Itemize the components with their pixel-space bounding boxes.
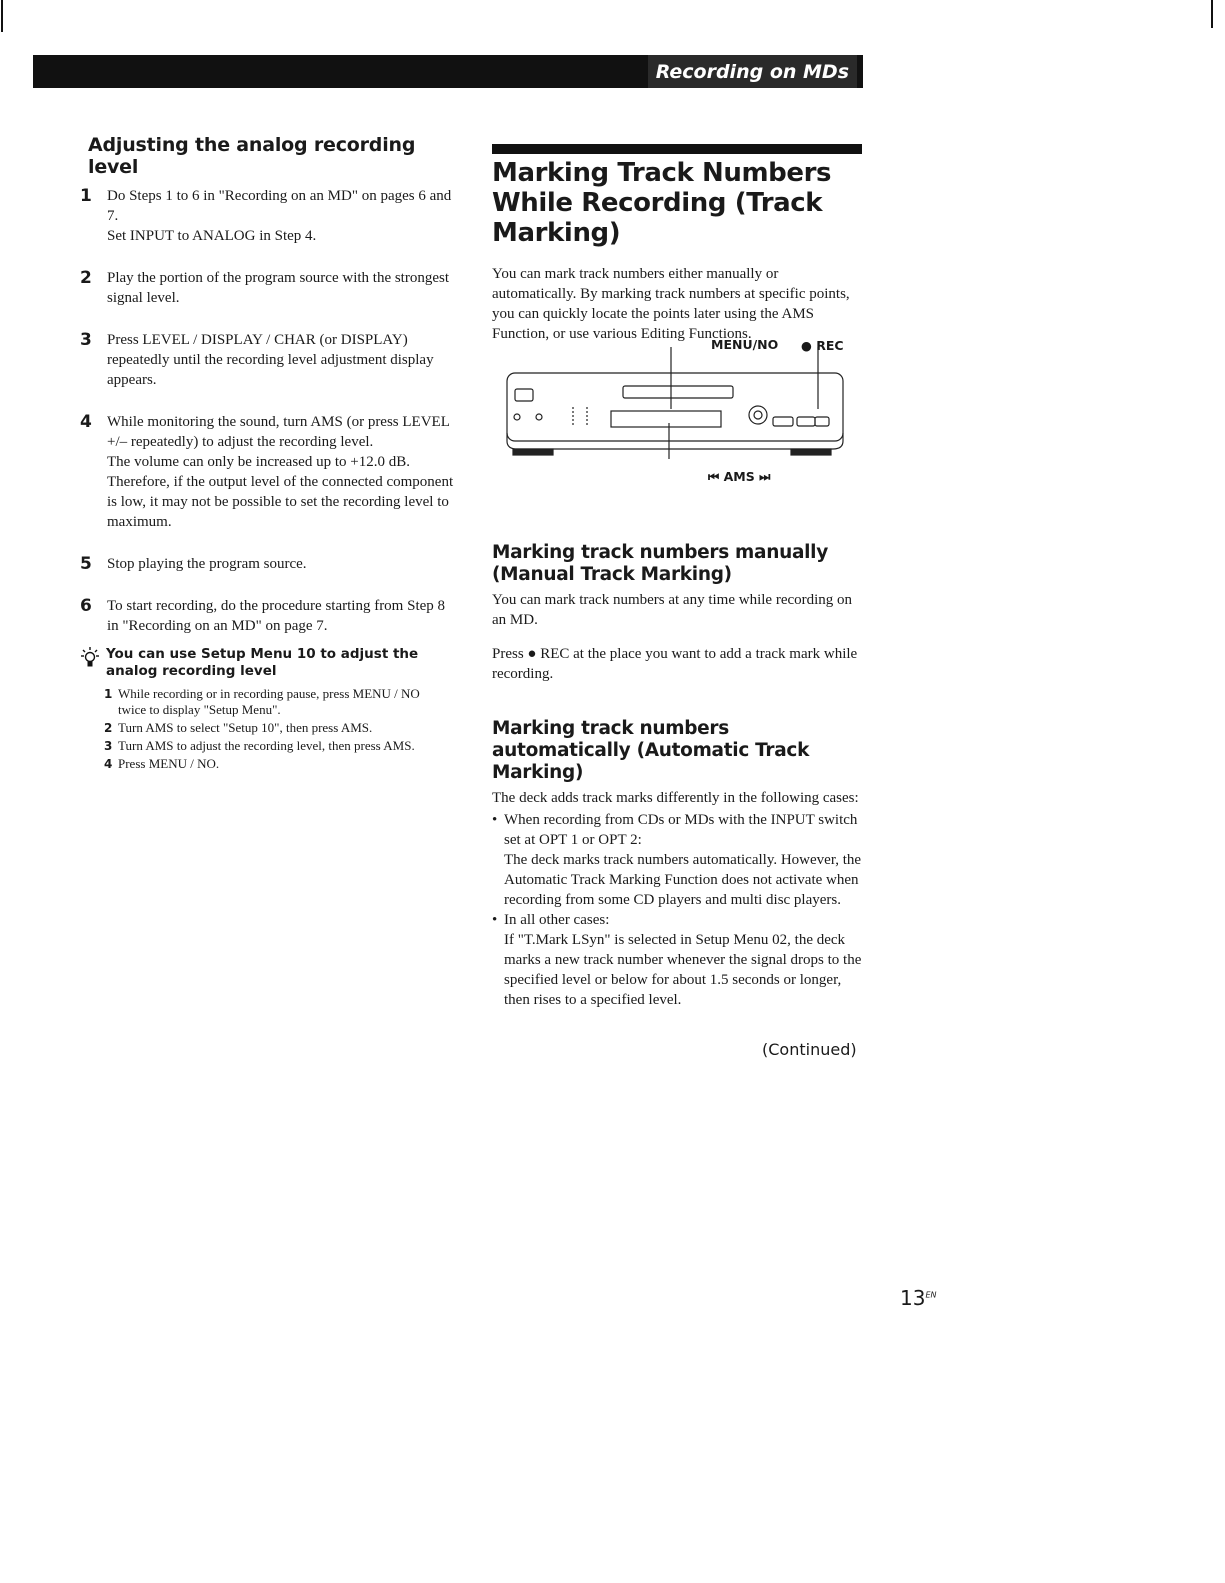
bullet-head: In all other cases: [504,912,610,928]
step-text: Stop playing the program source. [107,556,307,572]
item-text: Press MENU / NO. [118,756,220,771]
step-text: Play the portion of the program source with the strongest signal level. [107,270,450,306]
tip-list [104,686,450,772]
manual-text-2: Press ● REC at the place you want to add a track mark while recording. [492,646,858,682]
step-5 [80,554,460,574]
page-suffix: EN [925,1290,937,1300]
item-number: 1 [104,687,113,701]
step-text: The volume can only be increased up to +12.0 dB. Therefore, if the output level of the connected component is low, it may not be possible to set the recording level to maximum. [107,454,454,530]
step-number: 2 [80,268,92,288]
ams-label: ⏮ AMS ⏭ [708,469,771,484]
step-number: 4 [80,412,92,432]
manual-section-title: Marking track numbers manually (Manual Track Marking) [492,542,828,585]
step-3 [80,330,460,390]
scan-edge-left [1,0,3,32]
tip-title: You can use Setup Menu 10 to adjust the analog recording level [106,646,419,679]
continued-note: (Continued) [762,1040,857,1059]
list-item [104,686,450,718]
auto-bullets [492,810,862,1010]
list-item: • When recording from CDs or MDs with the INPUT switch set at OPT 1 or OPT 2: The deck marks track numbers automatically. However, the Automatic Track Marking Function does not activate when recording from some CD players and multi disc players. [492,812,862,908]
step-2 [80,268,460,308]
item-text: Turn AMS to select "Setup 10", then press AMS. [118,720,373,735]
item-number: 4 [104,757,113,771]
left-column [80,134,460,658]
bullet-body: The deck marks track numbers automatically. However, the Automatic Track Marking Function does not activate when recording from some CD players and multi disc players. [504,852,862,908]
step-text: Press LEVEL / DISPLAY / CHAR (or DISPLAY) repeatedly until the recording level adjustment display appears. [107,332,434,388]
deck-illustration [503,333,853,488]
left-section-title: Adjusting the analog recording level [88,134,416,178]
auto-section-title: Marking track numbers automatically (Automatic Track Marking) [492,718,810,783]
tip-box [80,646,450,774]
page-number-value: 13 [900,1286,926,1310]
rec-label: ● REC [801,338,844,353]
step-number: 1 [80,186,92,206]
step-text: Set INPUT to ANALOG in Step 4. [107,228,317,244]
manual-text-1: You can mark track numbers at any time while recording on an MD. [492,592,853,628]
list-item: • In all other cases: If "T.Mark LSyn" is selected in Setup Menu 02, the deck marks a new track number whenever the signal drops to the specified level or below for about 1.5 seconds or longer, then rises to a specified level. [492,912,862,1008]
list-item [104,738,450,754]
item-number: 2 [104,721,113,735]
menu-no-label: MENU/NO [711,337,779,352]
scan-edge-right [1211,0,1213,28]
step-6 [80,596,460,636]
header-bar [33,55,863,88]
list-item [104,720,450,736]
bullet-head: When recording from CDs or MDs with the INPUT switch set at OPT 1 or OPT 2: [504,812,858,848]
section-title: Recording on MDs [648,55,857,88]
page-title: Marking Track Numbers While Recording (Track Marking) [492,158,832,248]
step-text: To start recording, do the procedure starting from Step 8 in "Recording on an MD" on page 7. [107,598,446,634]
title-rule [492,144,862,154]
item-text: While recording or in recording pause, press MENU / NO twice to display "Setup Menu". [118,686,420,717]
step-text: While monitoring the sound, turn AMS (or press LEVEL +/– repeatedly) to adjust the recording level. [107,414,450,450]
lightbulb-icon [80,646,106,673]
bullet-body: If "T.Mark LSyn" is selected in Setup Menu 02, the deck marks a new track number whenever the signal drops to the specified level or below for about 1.5 seconds or longer, then rises to a specified level. [504,932,862,1008]
intro-text: You can mark track numbers either manually or automatically. By marking track numbers at specific points, you can quickly locate the points later using the AMS Function, or use various Editing Functions. [492,266,850,342]
item-text: Turn AMS to adjust the recording level, then press AMS. [118,738,415,753]
step-text: Do Steps 1 to 6 in "Recording on an MD" on pages 6 and 7. [107,188,452,224]
step-number: 5 [80,554,92,574]
auto-text: The deck adds track marks differently in the following cases: [492,790,859,806]
step-number: 6 [80,596,92,616]
md-deck-figure [503,333,853,488]
list-item [104,756,450,772]
item-number: 3 [104,739,113,753]
step-1 [80,186,460,246]
right-column [492,144,862,1010]
page-number [900,1286,937,1310]
step-number: 3 [80,330,92,350]
step-4 [80,412,460,532]
